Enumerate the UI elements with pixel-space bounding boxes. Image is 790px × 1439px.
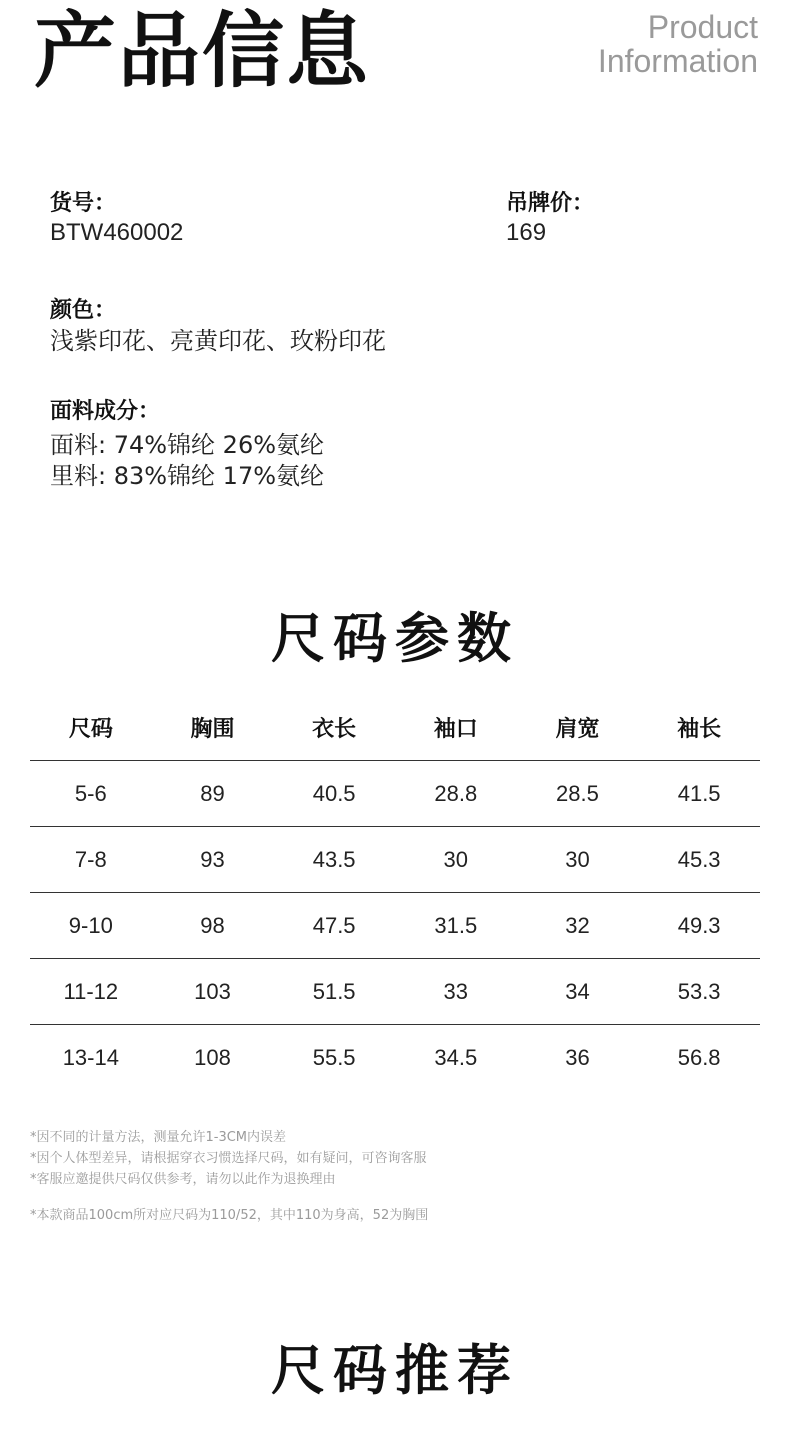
note-measurement: *因不同的计量方法，测量允许1-3CM内误差 bbox=[30, 1130, 287, 1145]
material-label: 面料成分： bbox=[50, 399, 161, 424]
table-cell: 36 bbox=[565, 1044, 590, 1070]
sku-value: BTW460002 bbox=[50, 219, 184, 246]
table-cell: 28.5 bbox=[517, 761, 639, 827]
note-body-type: *因个人体型差异，请根据穿衣习惯选择尺码，如有疑问，可咨询客服 bbox=[30, 1151, 427, 1166]
english-title-line1: Product bbox=[647, 9, 758, 45]
table-cell: 56.8 bbox=[677, 1044, 721, 1070]
header-cell: 袖口 bbox=[395, 694, 517, 761]
english-title bbox=[598, 10, 758, 78]
color-label: 颜色： bbox=[50, 298, 117, 323]
table-cell: 40.5 bbox=[273, 761, 395, 827]
table-row bbox=[30, 1025, 760, 1091]
header-cell: 袖长 bbox=[638, 694, 760, 761]
table-cell: 5-6 bbox=[30, 761, 152, 827]
header-cell: 胸围 bbox=[152, 694, 274, 761]
note-size-example: *本款商品100cm所对应尺码为110/52，其中110为身高，52为胸围 bbox=[30, 1208, 429, 1223]
table-cell: 7-8 bbox=[30, 827, 152, 893]
english-title-line2: Information bbox=[597, 43, 758, 79]
table-row bbox=[30, 827, 760, 893]
table-cell: 34.5 bbox=[434, 1044, 478, 1070]
table-cell: 41.5 bbox=[638, 761, 760, 827]
price-label: 吊牌价： bbox=[506, 191, 595, 216]
table-cell: 28.8 bbox=[395, 761, 517, 827]
table-cell: 93 bbox=[152, 827, 274, 893]
table-cell: 32 bbox=[517, 893, 639, 959]
size-table bbox=[30, 694, 760, 1090]
size-chart-title: 尺码参数 bbox=[271, 607, 519, 670]
table-cell: 103 bbox=[152, 959, 274, 1025]
table-cell: 30 bbox=[395, 827, 517, 893]
table-cell: 43.5 bbox=[273, 827, 395, 893]
material-fabric: 面料: 74%锦纶 26%氨纶 bbox=[50, 431, 325, 459]
price-value: 169 bbox=[506, 219, 547, 246]
table-cell: 9-10 bbox=[30, 893, 152, 959]
size-recommend-title: 尺码推荐 bbox=[271, 1339, 519, 1402]
table-row bbox=[30, 761, 760, 827]
table-cell: 108 bbox=[194, 1044, 231, 1070]
table-cell: 33 bbox=[395, 959, 517, 1025]
table-cell: 31.5 bbox=[395, 893, 517, 959]
table-cell: 89 bbox=[152, 761, 274, 827]
table-cell: 30 bbox=[517, 827, 639, 893]
material-lining: 里料: 83%锦纶 17%氨纶 bbox=[50, 462, 325, 490]
note-reference: *客服应邀提供尺码仅供参考，请勿以此作为退换理由 bbox=[30, 1172, 336, 1187]
table-cell: 34 bbox=[517, 959, 639, 1025]
color-value: 浅紫印花、亮黄印花、玫粉印花 bbox=[50, 327, 386, 355]
size-table-header bbox=[30, 694, 760, 761]
table-cell: 11-12 bbox=[30, 959, 152, 1025]
header-cell: 肩宽 bbox=[517, 694, 639, 761]
table-cell: 55.5 bbox=[312, 1044, 356, 1070]
table-cell: 13-14 bbox=[62, 1044, 119, 1070]
page-title: 产品信息 bbox=[34, 4, 371, 99]
table-cell: 53.3 bbox=[638, 959, 760, 1025]
table-row bbox=[30, 893, 760, 959]
table-cell: 47.5 bbox=[273, 893, 395, 959]
table-cell: 45.3 bbox=[638, 827, 760, 893]
table-cell: 51.5 bbox=[273, 959, 395, 1025]
table-cell: 98 bbox=[152, 893, 274, 959]
table-row bbox=[30, 959, 760, 1025]
header-cell: 尺码 bbox=[30, 694, 152, 761]
sku-label: 货号： bbox=[50, 191, 117, 216]
table-cell: 49.3 bbox=[638, 893, 760, 959]
header-cell: 衣长 bbox=[273, 694, 395, 761]
